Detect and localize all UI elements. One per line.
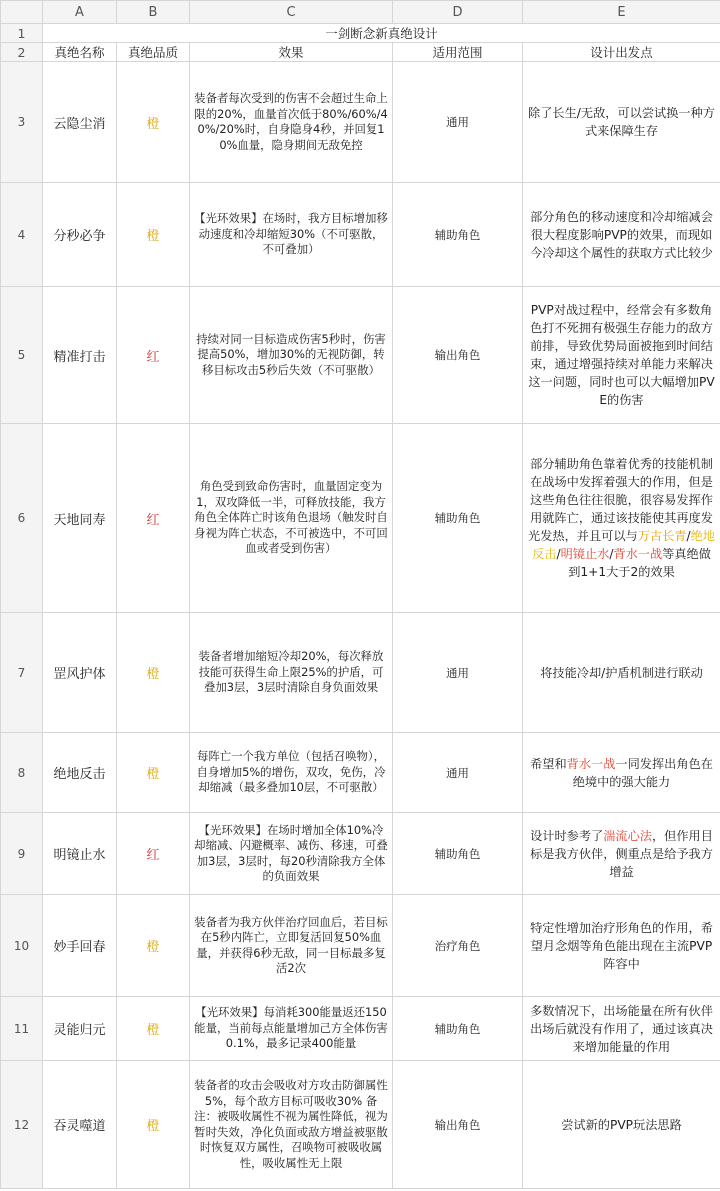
cell-design[interactable] [523,287,720,424]
cell-design[interactable] [523,733,720,813]
design-text: 多数情况下，出场能量在所有伙伴出场后就没有作用了，通过该真决来增加能量的作用 [530,1003,713,1054]
table-row [1,997,720,1061]
row-header[interactable]: 8 [1,733,43,813]
cell-name[interactable]: 妙手回春 [43,895,117,997]
table-row [1,287,720,424]
cell-quality[interactable]: 红 [117,424,190,613]
header-row [1,43,720,62]
column-header-d[interactable]: D [393,1,523,24]
header-cell-design[interactable]: 设计出发点 [523,43,720,62]
header-cell-name[interactable]: 真绝名称 [43,43,117,62]
cell-quality[interactable]: 橙 [117,62,190,183]
design-text: 特定性增加治疗形角色的作用，希望月念烟等角色能出现在主流PVP阵容中 [530,920,713,971]
cell-scope[interactable]: 辅助角色 [393,813,523,895]
cell-design[interactable] [523,424,720,613]
column-header-row [1,1,720,24]
row-header[interactable]: 10 [1,895,43,997]
cell-effect[interactable]: 【光环效果】在场时，我方目标增加移动速度和冷却缩短30%（不可驱散，不可叠加） [190,183,393,287]
cell-scope[interactable]: 输出角色 [393,287,523,424]
cell-name[interactable]: 罡风护体 [43,613,117,733]
row-header[interactable]: 4 [1,183,43,287]
table-row [1,1061,720,1189]
design-text: / [556,547,561,561]
cell-design[interactable] [523,613,720,733]
cell-quality[interactable]: 橙 [117,183,190,287]
cell-quality[interactable]: 红 [117,287,190,424]
cell-scope[interactable]: 通用 [393,62,523,183]
cell-effect[interactable]: 装备者为我方伙伴治疗回血后，若目标在5秒内阵亡，立即复活回复50%血量，并获得6秒无敌，同一目标最多复活2次 [190,895,393,997]
table-row [1,183,720,287]
cell-name[interactable]: 绝地反击 [43,733,117,813]
column-header-a[interactable]: A [43,1,117,24]
column-header-e[interactable]: E [523,1,720,24]
cell-scope[interactable]: 输出角色 [393,1061,523,1189]
cell-name[interactable]: 灵能归元 [43,997,117,1061]
cell-name[interactable]: 云隐尘消 [43,62,117,183]
table-row [1,895,720,997]
design-text: PVP对战过程中，经常会有多数角色打不死拥有极强生存能力的敌方前排，导致优势局面被拖到时间结束，通过增强持续对单能力来解决这一问题，同时也可以大幅增加PVE的伤害 [528,303,715,407]
cell-effect[interactable]: 装备者每次受到的伤害不会超过生命上限的20%，血量首次低于80%/60%/40%/20%时，自身隐身4秒，并回复10%血量，隐身期间无敌免控 [190,62,393,183]
cell-effect[interactable]: 角色受到致命伤害时，血量固定变为1，双攻降低一半，可释放技能，我方角色全体阵亡时该角色退场（触发时自身视为阵亡状态，不可被选中，不可回血或者受到伤害） [190,424,393,613]
design-text: 将技能冷却/护盾机制进行联动 [540,665,703,680]
cell-scope[interactable]: 治疗角色 [393,895,523,997]
design-text: / [686,529,691,543]
highlighted-reference: 背水一战 [613,547,663,561]
design-text: 等真绝做到1+1大于2的效果 [568,547,711,579]
table-row [1,813,720,895]
row-header[interactable]: 5 [1,287,43,424]
design-text: 一同发挥出角色在绝境中的强大能力 [572,756,713,789]
header-cell-scope[interactable]: 适用范围 [393,43,523,62]
cell-design[interactable] [523,183,720,287]
cell-design[interactable] [523,62,720,183]
title-row [1,24,720,43]
cell-scope[interactable]: 辅助角色 [393,424,523,613]
row-header[interactable]: 9 [1,813,43,895]
table-row [1,613,720,733]
cell-effect[interactable]: 【光环效果】每消耗300能量返还150能量，当前每点能量增加己方全体伤害0.1%，最多记录400能量 [190,997,393,1061]
cell-design[interactable] [523,895,720,997]
cell-scope[interactable]: 通用 [393,613,523,733]
cell-name[interactable]: 天地同寿 [43,424,117,613]
highlighted-reference: 万古长青 [637,529,687,543]
header-cell-effect[interactable]: 效果 [190,43,393,62]
cell-effect[interactable]: 【光环效果】在场时增加全体10%冷却缩减、闪避概率、减伤、移速，可叠加3层，3层时，每20秒清除我方全体的负面效果 [190,813,393,895]
design-text: 部分辅助角色靠着优秀的技能机制在战场中发挥着强大的作用，但是这些角色往往很脆，很容易发挥作用就阵亡，通过该技能使其再度发光发热，并且可以与 [528,457,713,543]
row-header[interactable]: 12 [1,1061,43,1189]
row-header[interactable]: 1 [1,24,43,43]
cell-scope[interactable]: 通用 [393,733,523,813]
highlighted-reference: 绝地反击 [532,529,715,561]
cell-effect[interactable]: 装备者增加缩短冷却20%，每次释放技能可获得生命上限25%的护盾，可叠加3层，3层时清除自身负面效果 [190,613,393,733]
row-header[interactable]: 6 [1,424,43,613]
cell-quality[interactable]: 红 [117,813,190,895]
select-all-corner[interactable] [1,1,43,24]
design-text: ，但作用目标是我方伙伴，侧重点是给予我方增益 [530,828,713,879]
column-header-c[interactable]: C [190,1,393,24]
row-header[interactable]: 11 [1,997,43,1061]
table-row [1,62,720,183]
column-header-b[interactable]: B [117,1,190,24]
cell-quality[interactable]: 橙 [117,613,190,733]
cell-scope[interactable]: 辅助角色 [393,997,523,1061]
cell-name[interactable]: 明镜止水 [43,813,117,895]
row-header[interactable]: 3 [1,62,43,183]
cell-design[interactable] [523,1061,720,1189]
sheet-title-cell[interactable]: 一剑断念新真绝设计 [43,24,720,43]
cell-quality[interactable]: 橙 [117,733,190,813]
design-text: / [609,547,614,561]
cell-name[interactable]: 吞灵噬道 [43,1061,117,1189]
cell-effect[interactable]: 每阵亡一个我方单位（包括召唤物），自身增加5%的增伤，双攻，免伤，冷却缩减（最多叠加10层，不可驱散） [190,733,393,813]
design-text: 尝试新的PVP玩法思路 [561,1117,682,1132]
cell-design[interactable] [523,813,720,895]
highlighted-reference: 背水一战 [566,756,616,771]
cell-effect[interactable]: 装备者的攻击会吸收对方攻击防御属性5%，每个敌方目标可吸收30% 备注：被吸收属性不视为属性降低，视为暂时失效，净化负面或敌方增益被驱散时恢复双方属性，召唤物可被吸收属性，吸收属性无上限 [190,1061,393,1189]
cell-effect[interactable]: 持续对同一目标造成伤害5秒时，伤害提高50%，增加30%的无视防御，转移目标攻击5秒后失效（不可驱散） [190,287,393,424]
design-text: 除了长生/无敌，可以尝试换一种方式来保障生存 [528,106,715,138]
cell-quality[interactable]: 橙 [117,1061,190,1189]
cell-design[interactable] [523,997,720,1061]
cell-name[interactable]: 精准打击 [43,287,117,424]
cell-quality[interactable]: 橙 [117,895,190,997]
design-text: 希望和 [530,756,567,771]
table-row [1,733,720,813]
highlighted-reference: 湍流心法 [603,828,652,843]
cell-quality[interactable]: 橙 [117,997,190,1061]
design-text: 设计时参考了 [530,828,604,843]
row-header[interactable]: 7 [1,613,43,733]
cell-name[interactable]: 分秒必争 [43,183,117,287]
row-header[interactable]: 2 [1,43,43,62]
cell-scope[interactable]: 辅助角色 [393,183,523,287]
table-row [1,424,720,613]
design-text: 部分角色的移动速度和冷却缩减会很大程度影响PVP的效果，而现如今冷却这个属性的获取方式比较少 [530,209,713,260]
highlighted-reference: 明镜止水 [560,547,610,561]
header-cell-quality[interactable]: 真绝品质 [117,43,190,62]
